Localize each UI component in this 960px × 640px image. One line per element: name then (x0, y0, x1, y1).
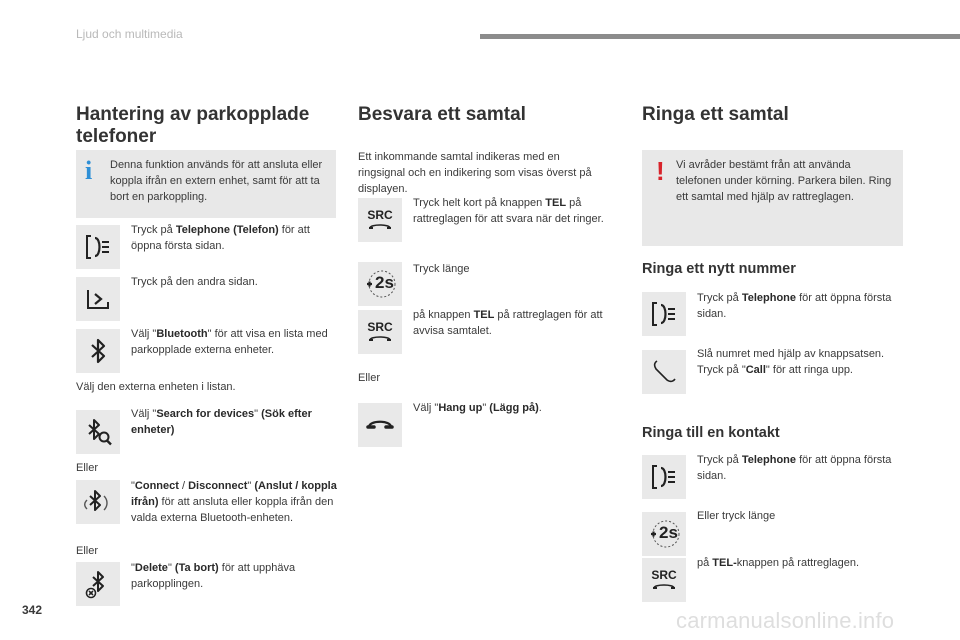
pairing-step5: "Connect / Disconnect" (Anslut / koppla ifrån) för att ansluta eller koppla ifrån den valda externa Bluetooth-enheten. (131, 480, 337, 524)
src-button-icon-3: SRC (651, 569, 677, 591)
pairing-step2: Tryck på den andra sidan. (131, 276, 258, 288)
phone-icon-box (76, 225, 120, 269)
section-title-pairing: Hantering av parkopplade telefoner (76, 104, 310, 147)
subsection-new-number: Ringa ett nytt nummer (642, 261, 796, 277)
info-note (76, 150, 336, 218)
warning-note (642, 150, 903, 246)
hang-up-icon-box (358, 403, 402, 447)
contact-step3: på TEL-knappen på rattreglagen. (697, 557, 860, 569)
delete-icon-box (76, 562, 120, 606)
src-button-icon: SRC (367, 209, 393, 231)
watermark: carmanualsonline.info (676, 608, 895, 633)
or-text-1: Eller (76, 462, 99, 474)
call-handset-icon (649, 357, 679, 387)
contact-step1: Tryck på Telephone för att öppna första sidan. (697, 454, 892, 482)
warning-note-text: Vi avråder bestämt från att använda telefonen under körning. Parkera bilen. Ring ett samtal med hjälp av rattreglagen. (676, 159, 892, 203)
bluetooth-icon (83, 336, 113, 366)
new-number-step2: Slå numret med hjälp av knappsatsen. Tryck på "Call" för att ringa upp. (697, 348, 885, 376)
or-text-3: Eller (358, 372, 381, 384)
call-icon-box (642, 350, 686, 394)
contact-step2: Eller tryck länge (697, 510, 776, 522)
header-bar (480, 34, 960, 39)
bluetooth-delete-icon (82, 568, 114, 600)
or-text-2: Eller (76, 545, 99, 557)
section-title-answer: Besvara ett samtal (358, 104, 526, 125)
long-press-2s-icon: 2s (360, 268, 400, 300)
phone-handset-icon (83, 232, 113, 262)
pairing-step1: Tryck på Telephone (Telefon) för att öppna första sidan. (131, 224, 310, 252)
running-header: Ljud och multimedia (76, 27, 183, 41)
answer-step2: Tryck länge (413, 263, 470, 275)
phone-icon-box-2 (642, 292, 686, 336)
pairing-step3: Välj "Bluetooth" för att visa en lista med parkopplade externa enheter. (131, 328, 328, 356)
phone-handset-icon-3 (649, 462, 679, 492)
bluetooth-search-icon (82, 416, 114, 448)
info-icon: i (85, 156, 93, 185)
pairing-step6: "Delete" (Ta bort) för att upphäva parkopplingen. (131, 562, 296, 590)
long-press-2s-icon-2: 2s (644, 518, 684, 550)
src-button-icon-box-3 (642, 558, 686, 602)
next-page-icon (83, 284, 113, 314)
new-number-step1: Tryck på Telephone för att öppna första sidan. (697, 292, 892, 320)
phone-handset-icon-2 (649, 299, 679, 329)
subsection-contact: Ringa till en kontakt (642, 425, 780, 441)
phone-icon-box-3 (642, 455, 686, 499)
select-device-text: Välj den externa enheten i listan. (76, 381, 236, 393)
answer-intro: Ett inkommande samtal indikeras med en ringsignal och en indikering som visas överst på displayen. (358, 151, 592, 195)
warning-icon: ! (656, 156, 665, 186)
section-title-call: Ringa ett samtal (642, 104, 789, 125)
page-number: 342 (22, 603, 43, 617)
page-icon-box (76, 277, 120, 321)
long-press-icon-box (358, 262, 402, 306)
answer-step3: på knappen TEL på rattreglagen för att avvisa samtalet. (413, 309, 603, 337)
src-button-icon-box (358, 198, 402, 242)
bluetooth-connect-icon (82, 486, 114, 518)
search-devices-icon-box (76, 410, 120, 454)
info-note-text: Denna funktion används för att ansluta eller koppla ifrån en extern enhet, samt för att ta bort en parkoppling. (110, 159, 323, 203)
answer-step1: Tryck helt kort på knappen TEL på rattreglagen för att svara när det ringer. (413, 197, 604, 225)
src-button-icon-box-2 (358, 310, 402, 354)
pairing-step4: Välj "Search for devices" (Sök efter enheter) (131, 408, 312, 436)
src-button-icon-2: SRC (367, 321, 393, 343)
bluetooth-icon-box (76, 329, 120, 373)
connect-icon-box (76, 480, 120, 524)
answer-step4: Välj "Hang up" (Lägg på). (413, 402, 542, 414)
hang-up-icon (365, 410, 395, 440)
long-press-icon-box-2 (642, 512, 686, 556)
